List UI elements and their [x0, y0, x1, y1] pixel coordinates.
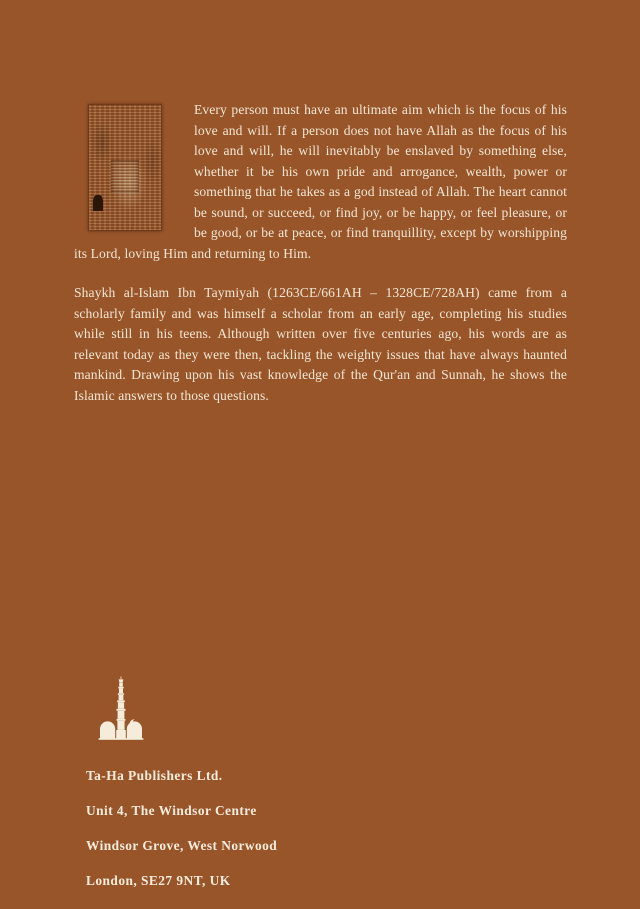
- address-line-2: Windsor Grove, West Norwood: [86, 837, 278, 853]
- carved-capital-detail: [111, 160, 140, 193]
- mosque-minaret-logo: [90, 676, 152, 740]
- publisher-name: Ta-Ha Publishers Ltd.: [86, 767, 223, 783]
- blurb-paragraph-two: Shaykh al-Islam Ibn Taymiyah (1263CE/661AH – 1328CE/728AH) came from a scholarly family and was himself a scholar from an early age, completing his studies while still in his teens. Although written over five centuries ago, his words are as relevant today as they were then, tackling the weighty issues that have always haunted mankind. Drawing upon his vast knowledge of the Qur'an and Sunnah, he shows the Islamic answers to those questions.: [74, 285, 567, 403]
- publisher-block: [86, 676, 416, 907]
- publisher-address: [86, 749, 416, 907]
- dark-niche-detail: [93, 195, 102, 211]
- address-line-3: London, SE27 9NT, UK: [86, 873, 231, 889]
- blurb-block: [74, 100, 567, 406]
- islamic-architecture-thumbnail: [88, 104, 162, 231]
- blurb-paragraph-one: Every person must have an ultimate aim which is the focus of his love and will. If a person does not have Allah as the focus of his love and will, he will inevitably be enslaved by something else, whether it be his own pride and arrogance, wealth, power or something that he takes as a god instead of Allah. The heart cannot be sound, or succeed, or find joy, or be happy, or feel pleasure, or be good, or be at peace, or find tranquillity, except by worshipping its Lord, loving Him and returning to Him.: [74, 102, 567, 261]
- address-line-1: Unit 4, The Windsor Centre: [86, 802, 257, 818]
